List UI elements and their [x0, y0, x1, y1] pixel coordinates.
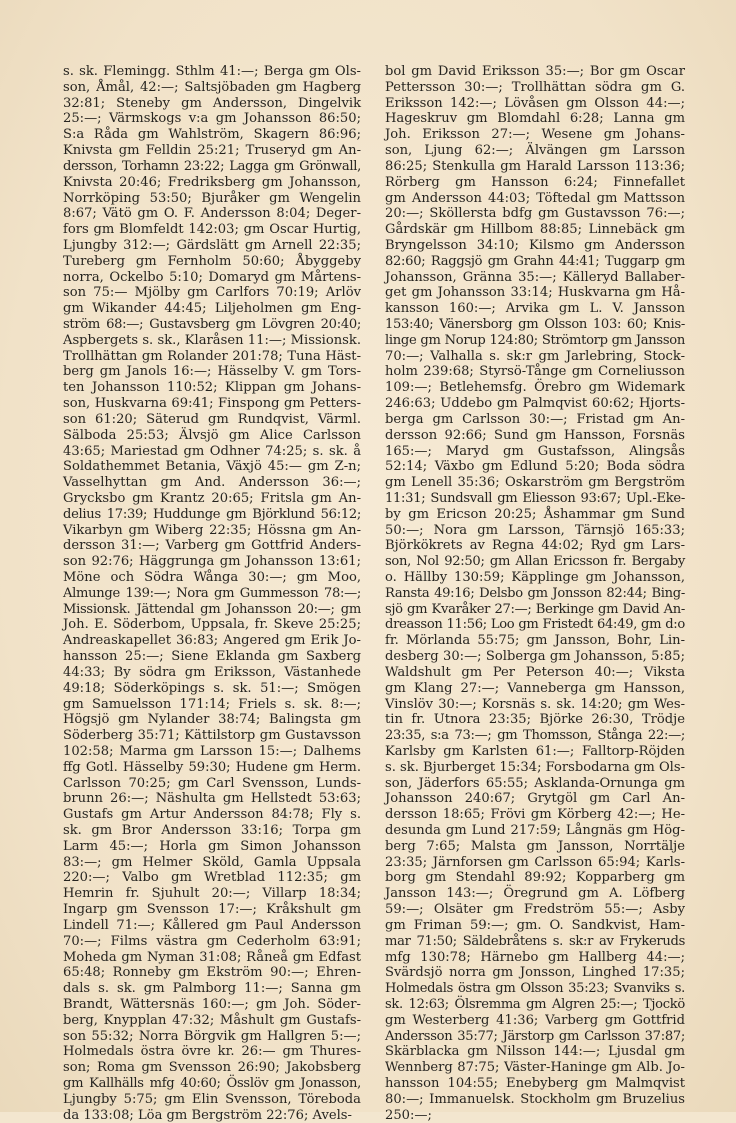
text-line: Aspbergets s. sk., Klaråsen 11:—; Missionsk.	[63, 332, 361, 348]
text-line: 50:—; Nora gm Larsson, Tärnsjö 165:33;	[385, 522, 685, 538]
text-line: sjö gm Kvaråker 27:—; Berkinge gm David An-	[385, 601, 685, 617]
text-line: gm Friman 59:—; gm. O. Sandkvist, Ham-	[385, 917, 685, 933]
text-line: Missionsk. Jättendal gm Johansson 20:—; gm	[63, 601, 361, 617]
text-line: 65:48; Ronneby gm Ekström 90:—; Ehren-	[63, 965, 361, 981]
text-line: Joh. Eriksson 27:—; Wesene gm Johans-	[385, 127, 685, 143]
text-line: Rörberg gm Hansson 6:24; Finnefallet	[385, 174, 685, 190]
text-line: S:a Råda gm Wahlström, Skagern 86:96;	[63, 127, 361, 143]
text-line: Ljungby 5:75; gm Elin Svensson, Töreboda	[63, 1091, 361, 1107]
text-line: Andersson 35:77; Järstorp gm Carlsson 37:87;	[385, 1028, 685, 1044]
text-line: hansson 25:—; Siene Eklanda gm Saxberg	[63, 649, 361, 665]
text-line: son 75:— Mjölby gm Carlfors 70:19; Arlöv	[63, 285, 361, 301]
text-line: Grycksbo gm Krantz 20:65; Fritsla gm An-	[63, 490, 361, 506]
text-line: son, Åmål, 42:—; Saltsjöbaden gm Hagberg	[63, 79, 361, 95]
text-line: bol gm David Eriksson 35:—; Bor gm Oscar	[385, 64, 685, 79]
text-line: Tureberg gm Fernholm 50:60; Åbyggeby	[63, 253, 361, 269]
text-line: ffg Gotl. Hässelby 59:30; Hudene gm Herm.	[63, 759, 361, 775]
text-line: mfg 130:78; Härnebo gm Hallberg 44:—;	[385, 949, 685, 965]
text-line: brunn 26:—; Näshulta gm Hellstedt 53:63;	[63, 791, 361, 807]
text-line: Moheda gm Nyman 31:08; Råneå gm Edfast	[63, 949, 361, 965]
text-line: gm Westerberg 41:36; Varberg gm Gottfrid	[385, 1012, 685, 1028]
text-line: Pettersson 30:—; Trollhättan södra gm G.	[385, 79, 685, 95]
text-line: Knivsta gm Felldin 25:21; Truseryd gm An-	[63, 143, 361, 159]
text-line: norra, Ockelbo 5:10; Domaryd gm Mårtens-	[63, 269, 361, 285]
text-line: Björkökrets av Regna 44:02; Ryd gm Lars-	[385, 538, 685, 554]
text-line: desunda gm Lund 217:59; Långnäs gm Hög-	[385, 823, 685, 838]
text-line: 70:—; Films västra gm Cederholm 63:91;	[63, 933, 361, 949]
text-line: Skärblacka gm Nilsson 144:—; Ljusdal gm	[385, 1044, 685, 1060]
text-line: Högsjö gm Nylander 38:74; Balingsta gm	[63, 712, 361, 728]
text-line: by gm Ericson 20:25; Åshammar gm Sund	[385, 506, 685, 522]
text-line: desberg 30:—; Solberga gm Johansson, 5:85;	[385, 649, 685, 665]
text-line: 86:25; Stenkulla gm Harald Larsson 113:36;	[385, 158, 685, 174]
text-line: linge gm Norup 124:80; Strömtorp gm Jansson	[385, 332, 685, 348]
text-line: Ljungby 312:—; Gärdslätt gm Arnell 22:35;	[63, 237, 361, 253]
text-line: Hemrin fr. Sjuhult 20:—; Villarp 18:34;	[63, 886, 361, 902]
text-line: Knivsta 20:46; Fredriksberg gm Johansson,	[63, 174, 361, 190]
text-line: son 92:76; Häggrunga gm Johansson 13:61;	[63, 554, 361, 570]
text-line: 246:63; Uddebo gm Palmqvist 60:62; Hjorts-	[385, 396, 685, 412]
text-line: son, Jäderfors 65:55; Asklanda-Ornunga gm	[385, 775, 685, 791]
text-line: Söderberg 35:71; Kättilstorp gm Gustavsson	[63, 728, 361, 744]
text-line: 25:—; Värmskogs v:a gm Johansson 86:50;	[63, 111, 361, 127]
text-line: gm Andersson 44:03; Töftedal gm Mattsson	[385, 190, 685, 206]
text-line: Sälboda 25:53; Älvsjö gm Alice Carlsson	[63, 427, 361, 443]
text-line: s. sk. Flemingg. Sthlm 41:—; Berga gm Ols-	[63, 64, 361, 79]
text-line: ström 68:—; Gustavsberg gm Lövgren 20:40;	[63, 317, 361, 332]
text-line: Gustafs gm Artur Andersson 84:78; Fly s.	[63, 807, 361, 823]
text-line: 43:65; Mariestad gm Odhner 74:25; s. sk. å	[63, 443, 361, 459]
text-line: mar 71:50; Säldebråtens s. sk:r av Frykeruds	[385, 933, 685, 949]
text-line: 20:—; Sköllersta bdfg gm Gustavsson 76:—;	[385, 206, 685, 222]
text-line: son 55:32; Norra Börgvik gm Hallgren 5:—;	[63, 1028, 361, 1044]
text-line: Holmedals östra gm Olsson 35:23; Svanviks s.	[385, 981, 685, 997]
text-line: berga gm Carlsson 30:—; Fristad gm An-	[385, 411, 685, 427]
text-line: berg gm Janols 16:—; Hässelby V. gm Tors-	[63, 364, 361, 380]
text-line: 23:35, s:a 73:—; gm Thomsson, Stånga 22:—;	[385, 728, 685, 744]
text-line: gm Wikander 44:45; Liljeholmen gm Eng-	[63, 301, 361, 317]
text-line: son; Roma gm Svensson 26:90; Jakobsberg	[63, 1060, 361, 1076]
text-line: 8:67; Vätö gm O. F. Andersson 8:04; Deger-	[63, 206, 361, 222]
text-line: o. Hällby 130:59; Käpplinge gm Johansson,	[385, 570, 685, 585]
text-line: dersson 18:65; Frövi gm Körberg 42:—; He-	[385, 807, 685, 823]
text-line: Holmedals östra övre kr. 26:— gm Thures-	[63, 1044, 361, 1060]
text-line: fr. Mörlanda 55:75; gm Jansson, Bohr, Lin-	[385, 633, 685, 649]
text-line: Soldathemmet Betania, Växjö 45:— gm Z-n;	[63, 459, 361, 475]
text-line: gm Samuelsson 171:14; Friels s. sk. 8:—;	[63, 696, 361, 712]
text-line: Eriksson 142:—; Lövåsen gm Olsson 44:—;	[385, 95, 685, 111]
text-line: 23:35; Järnforsen gm Carlsson 65:94; Karls-	[385, 854, 685, 870]
text-line: 80:—; Immanuelsk. Stockholm gm Bruzelius	[385, 1091, 685, 1107]
text-line: da 133:08; Löa gm Bergström 22:76; Avels-	[63, 1107, 352, 1123]
text-line: Ingarp gm Svensson 17:—; Kråkshult gm	[63, 902, 361, 918]
text-line: s. sk. Bjurberget 15:34; Forsbodarna gm Ols-	[385, 759, 686, 775]
text-line: 83:—; gm Helmer Sköld, Gamla Uppsala	[63, 854, 361, 870]
text-line: holm 239:68; Styrsö-Tånge gm Corneliusson	[385, 364, 685, 380]
text-line: Johansson, Gränna 35:—; Källeryd Ballaber-	[385, 269, 685, 285]
text-line: tin fr. Utnora 23:35; Björke 26:30, Trödje	[385, 712, 685, 728]
text-line: Vasselhyttan gm And. Andersson 36:—;	[63, 475, 361, 491]
text-line: sk. gm Bror Andersson 33:16; Torpa gm	[63, 823, 361, 838]
text-line: 250:—;	[385, 1107, 432, 1123]
text-line: Norrköping 53:50; Bjuråker gm Wengelin	[63, 190, 361, 206]
text-line: son, Huskvarna 69:41; Finspong gm Petters-	[63, 396, 361, 412]
text-line: dersson 31:—; Varberg gm Gottfrid Anders-	[63, 538, 361, 554]
text-line: borg gm Stendahl 89:92; Kopparberg gm	[385, 870, 685, 886]
text-line: Almunge 139:—; Nora gm Gummesson 78:—;	[63, 585, 361, 601]
text-line: 32:81; Steneby gm Andersson, Dingelvik	[63, 95, 361, 111]
text-line: dreasson 11:56; Loo gm Fristedt 64:49, gm d:o	[385, 617, 685, 633]
text-line: 109:—; Betlehemsfg. Örebro gm Widemark	[385, 380, 685, 396]
text-line: get gm Johansson 33:14; Huskvarna gm Hå-	[385, 285, 685, 301]
text-line: fors gm Blomfeldt 142:03; gm Oscar Hurtig,	[63, 222, 361, 238]
text-line: 153:40; Vänersborg gm Olsson 103: 60; Knis-	[385, 317, 685, 332]
text-line: son 61:20; Säterud gm Rundqvist, Värml.	[63, 411, 361, 427]
text-line: berg, Knypplan 47:32; Måshult gm Gustafs-	[63, 1012, 361, 1028]
text-line: dersson 92:66; Sund gm Hansson, Forsnäs	[385, 427, 685, 443]
text-line: Svärdsjö norra gm Jonsson, Linghed 17:35;	[385, 965, 685, 981]
text-line: Vinslöv 30:—; Korsnäs s. sk. 14:20; gm Wes-	[385, 696, 685, 712]
text-line: kansson 160:—; Arvika gm L. V. Jansson	[385, 301, 685, 317]
right-column	[385, 64, 685, 1123]
text-line: gm Klang 27:—; Vanneberga gm Hansson,	[385, 680, 685, 696]
text-line: Johansson 240:67; Grytgöl gm Carl An-	[385, 791, 685, 807]
text-line: Trollhättan gm Rolander 201:78; Tuna Häst-	[63, 348, 361, 364]
text-line: 82:60; Raggsjö gm Grahn 44:41; Tuggarp gm	[385, 253, 685, 269]
text-line: Möne och Södra Wånga 30:—; gm Moo,	[63, 570, 361, 585]
text-line: 70:—; Valhalla s. sk:r gm Jarlebring, Stock-	[385, 348, 685, 364]
text-line: son, Ljung 62:—; Älvängen gm Larsson	[385, 143, 685, 159]
text-line: Waldshult gm Per Peterson 40:—; Viksta	[385, 664, 685, 680]
text-line: gm Lenell 35:36; Oskarström gm Bergström	[385, 475, 685, 491]
text-line: dals s. sk. gm Palmborg 11:—; Sanna gm	[63, 981, 361, 997]
text-line: Larm 45:—; Horla gm Simon Johansson	[63, 838, 361, 854]
text-line: hansson 104:55; Enebyberg gm Malmqvist	[385, 1076, 685, 1091]
text-line: Carlsson 70:25; gm Carl Svensson, Lunds-	[63, 775, 361, 791]
text-line: 11:31; Sundsvall gm Eliesson 93:67; Upl.-Eke-	[385, 490, 685, 506]
text-line: Wennberg 87:75; Väster-Haninge gm Alb. Jo-	[385, 1060, 685, 1076]
left-column	[63, 64, 361, 1123]
text-line: 52:14; Växbo gm Edlund 5:20; Boda södra	[385, 459, 685, 475]
text-line: Bryngelsson 34:10; Kilsmo gm Andersson	[385, 237, 685, 253]
text-line: 220:—; Valbo gm Wretblad 112:35; gm	[63, 870, 361, 886]
text-line: dersson, Torhamn 23:22; Lagga gm Grönwall,	[63, 158, 361, 174]
text-line: 165:—; Maryd gm Gustafsson, Alingsås	[385, 443, 685, 459]
text-line: Lindell 71:—; Kållered gm Paul Andersson	[63, 917, 361, 933]
text-line: Joh. E. Söderbom, Uppsala, fr. Skeve 25:25;	[63, 617, 361, 633]
text-line: 102:58; Marma gm Larsson 15:—; Dalhems	[63, 743, 361, 759]
text-line: Andreaskapellet 36:83; Angered gm Erik Jo-	[63, 633, 361, 649]
text-line: 44:33; By södra gm Eriksson, Västanhede	[63, 664, 361, 680]
text-line: berg 7:65; Malsta gm Jansson, Norrtälje	[385, 838, 685, 854]
text-line: 49:18; Söderköpings s. sk. 51:—; Smögen	[63, 680, 361, 696]
text-line: Hageskruv gm Blomdahl 6:28; Lanna gm	[385, 111, 685, 127]
text-line: Karlsby gm Karlsten 61:—; Falltorp-Röjden	[385, 743, 685, 759]
text-line: gm Kallhälls mfg 40:60; Össlöv gm Jonasson,	[63, 1076, 361, 1091]
text-line: Jansson 143:—; Öregrund gm A. Löfberg	[385, 886, 685, 902]
text-line: Ransta 49:16; Delsbo gm Jonsson 82:44; Bing-	[385, 585, 685, 601]
text-line: Brandt, Wättersnäs 160:—; gm Joh. Söder-	[63, 996, 361, 1012]
text-line: son, Nol 92:50; gm Allan Ericsson fr. Bergaby	[385, 554, 685, 570]
text-line: 59:—; Olsäter gm Fredström 55:—; Asby	[385, 902, 685, 918]
text-line: ten Johansson 110:52; Klippan gm Johans-	[63, 380, 361, 396]
text-line: sk. 12:63; Ölsremma gm Algren 25:—; Tjockö	[385, 996, 685, 1012]
text-line: Vikarbyn gm Wiberg 22:35; Hössna gm An-	[63, 522, 361, 538]
text-line: Gårdskär gm Hillbom 88:85; Linnebäck gm	[385, 222, 685, 238]
text-line: delius 17:39; Huddunge gm Björklund 56:12;	[63, 506, 361, 522]
